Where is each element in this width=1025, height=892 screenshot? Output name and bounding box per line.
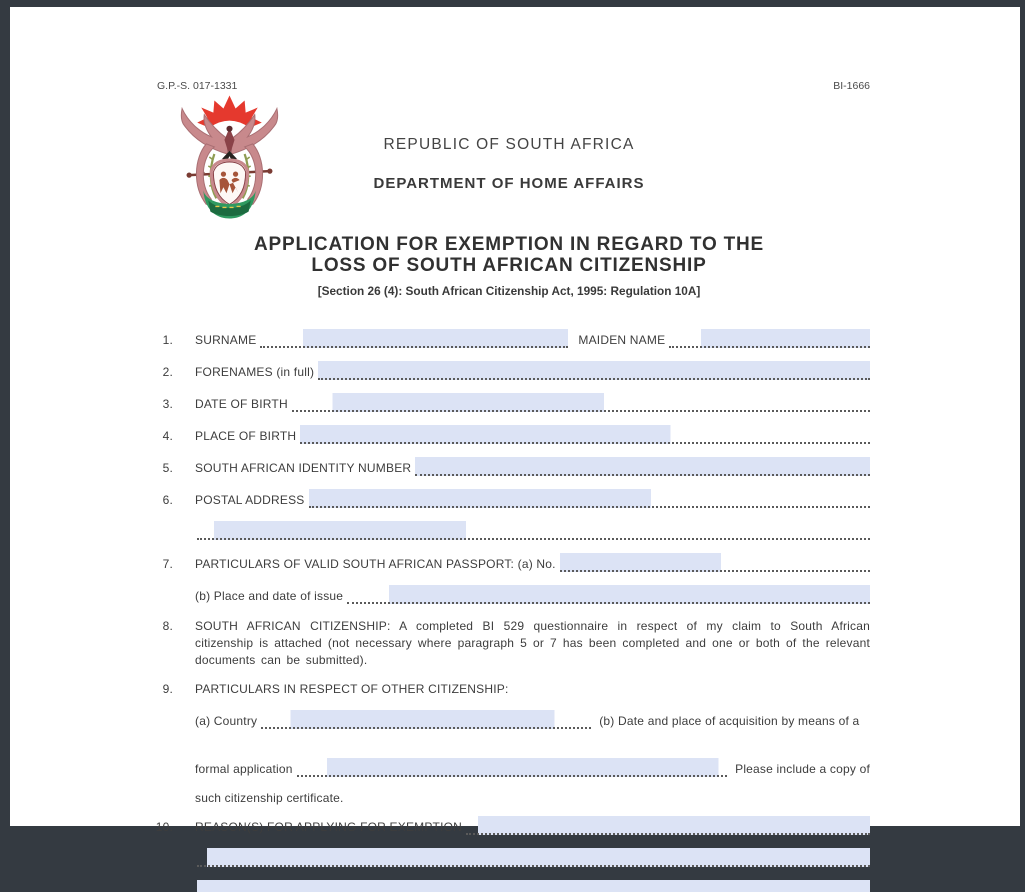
forenames-label: FORENAMES (in full) (195, 365, 315, 379)
formal-application-field[interactable] (297, 758, 727, 777)
country-label: (a) Country (195, 714, 258, 728)
postal-address-label: POSTAL ADDRESS (195, 493, 305, 507)
reasons-label: REASON(S) FOR APPLYING FOR EXEMPTION (195, 820, 463, 834)
item-number: 7. (162, 557, 173, 571)
reasons-field[interactable] (466, 816, 870, 835)
postal-address-field[interactable] (309, 489, 871, 508)
identity-number-label: SOUTH AFRICAN IDENTITY NUMBER (195, 461, 412, 475)
page-meta (148, 80, 870, 92)
form-row-formal-application (148, 758, 870, 777)
form-number: BI-1666 (833, 80, 870, 92)
form-row-passport-issue (148, 585, 870, 604)
forenames-field[interactable] (318, 361, 870, 380)
form-row-identity-number (148, 457, 870, 476)
identity-number-field[interactable] (415, 457, 870, 476)
regulation-subtitle: [Section 26 (4): South African Citizenship Act, 1995: Regulation 10A] (317, 284, 701, 298)
form-body (148, 329, 870, 892)
reasons-field-line3[interactable] (197, 880, 870, 892)
form-content (148, 7, 870, 892)
form-row-citizenship-note (148, 618, 870, 669)
form-row-postal-address-line2 (148, 521, 870, 540)
item-number: 5. (162, 461, 173, 475)
citizenship-note-text: SOUTH AFRICAN CITIZENSHIP: A completed BI 529 questionnaire in respect of my claim to South African citizenship is attached (not necessary where paragraph 5 or 7 has been completed and one or both of the relevant documents can be submitted). (195, 619, 870, 667)
form-row-reasons (148, 816, 870, 835)
department-heading: DEPARTMENT OF HOME AFFAIRS (373, 175, 645, 192)
passport-issue-field[interactable] (347, 585, 870, 604)
item-number: 3. (162, 397, 173, 411)
form-row-certificate-note (148, 790, 870, 806)
passport-issue-label: (b) Place and date of issue (195, 589, 344, 603)
formal-application-label: formal application (195, 762, 293, 776)
place-of-birth-label: PLACE OF BIRTH (195, 429, 297, 443)
form-row-other-citizenship (148, 681, 870, 697)
item-number: 4. (162, 429, 173, 443)
surname-field[interactable] (260, 329, 568, 348)
acquisition-label: (b) Date and place of acquisition by means of a (599, 714, 860, 728)
reasons-field-line2[interactable] (197, 848, 870, 867)
form-row-forenames (148, 361, 870, 380)
form-row-reasons-line2 (148, 848, 870, 867)
south-africa-coat-of-arms-icon (173, 93, 286, 225)
maiden-name-field[interactable] (669, 329, 870, 348)
form-row-passport (148, 553, 870, 572)
item-number: 9. (162, 682, 173, 696)
country-heading: REPUBLIC OF SOUTH AFRICA (383, 136, 635, 153)
form-row-postal-address (148, 489, 870, 508)
form-title-line2: LOSS OF SOUTH AFRICAN CITIZENSHIP (311, 255, 707, 276)
passport-number-label: PARTICULARS OF VALID SOUTH AFRICAN PASSPORT: (a) No. (195, 557, 556, 571)
item-number: 1. (162, 333, 173, 347)
form-row-place-of-birth (148, 425, 870, 444)
print-code: G.P.-S. 017-1331 (157, 80, 238, 92)
document-page (10, 7, 1020, 834)
item-number: 10. (155, 820, 173, 834)
maiden-name-label: MAIDEN NAME (578, 333, 666, 347)
date-of-birth-field[interactable] (292, 393, 870, 412)
certificate-note-text: such citizenship certificate. (195, 791, 344, 805)
include-copy-text: Please include a copy of (735, 762, 870, 776)
passport-number-field[interactable] (560, 553, 870, 572)
other-citizenship-label: PARTICULARS IN RESPECT OF OTHER CITIZENSHIP: (195, 682, 509, 696)
surname-label: SURNAME (195, 333, 257, 347)
item-number: 2. (162, 365, 173, 379)
date-of-birth-label: DATE OF BIRTH (195, 397, 288, 411)
form-title-line1: APPLICATION FOR EXEMPTION IN REGARD TO THE (253, 234, 765, 255)
postal-address-field-line2[interactable] (197, 521, 870, 540)
country-field[interactable] (261, 710, 591, 729)
item-number: 6. (162, 493, 173, 507)
form-row-country (148, 710, 870, 729)
form-title (148, 234, 870, 276)
place-of-birth-field[interactable] (300, 425, 870, 444)
form-row-date-of-birth (148, 393, 870, 412)
form-row-surname (148, 329, 870, 348)
item-number: 8. (162, 619, 173, 633)
